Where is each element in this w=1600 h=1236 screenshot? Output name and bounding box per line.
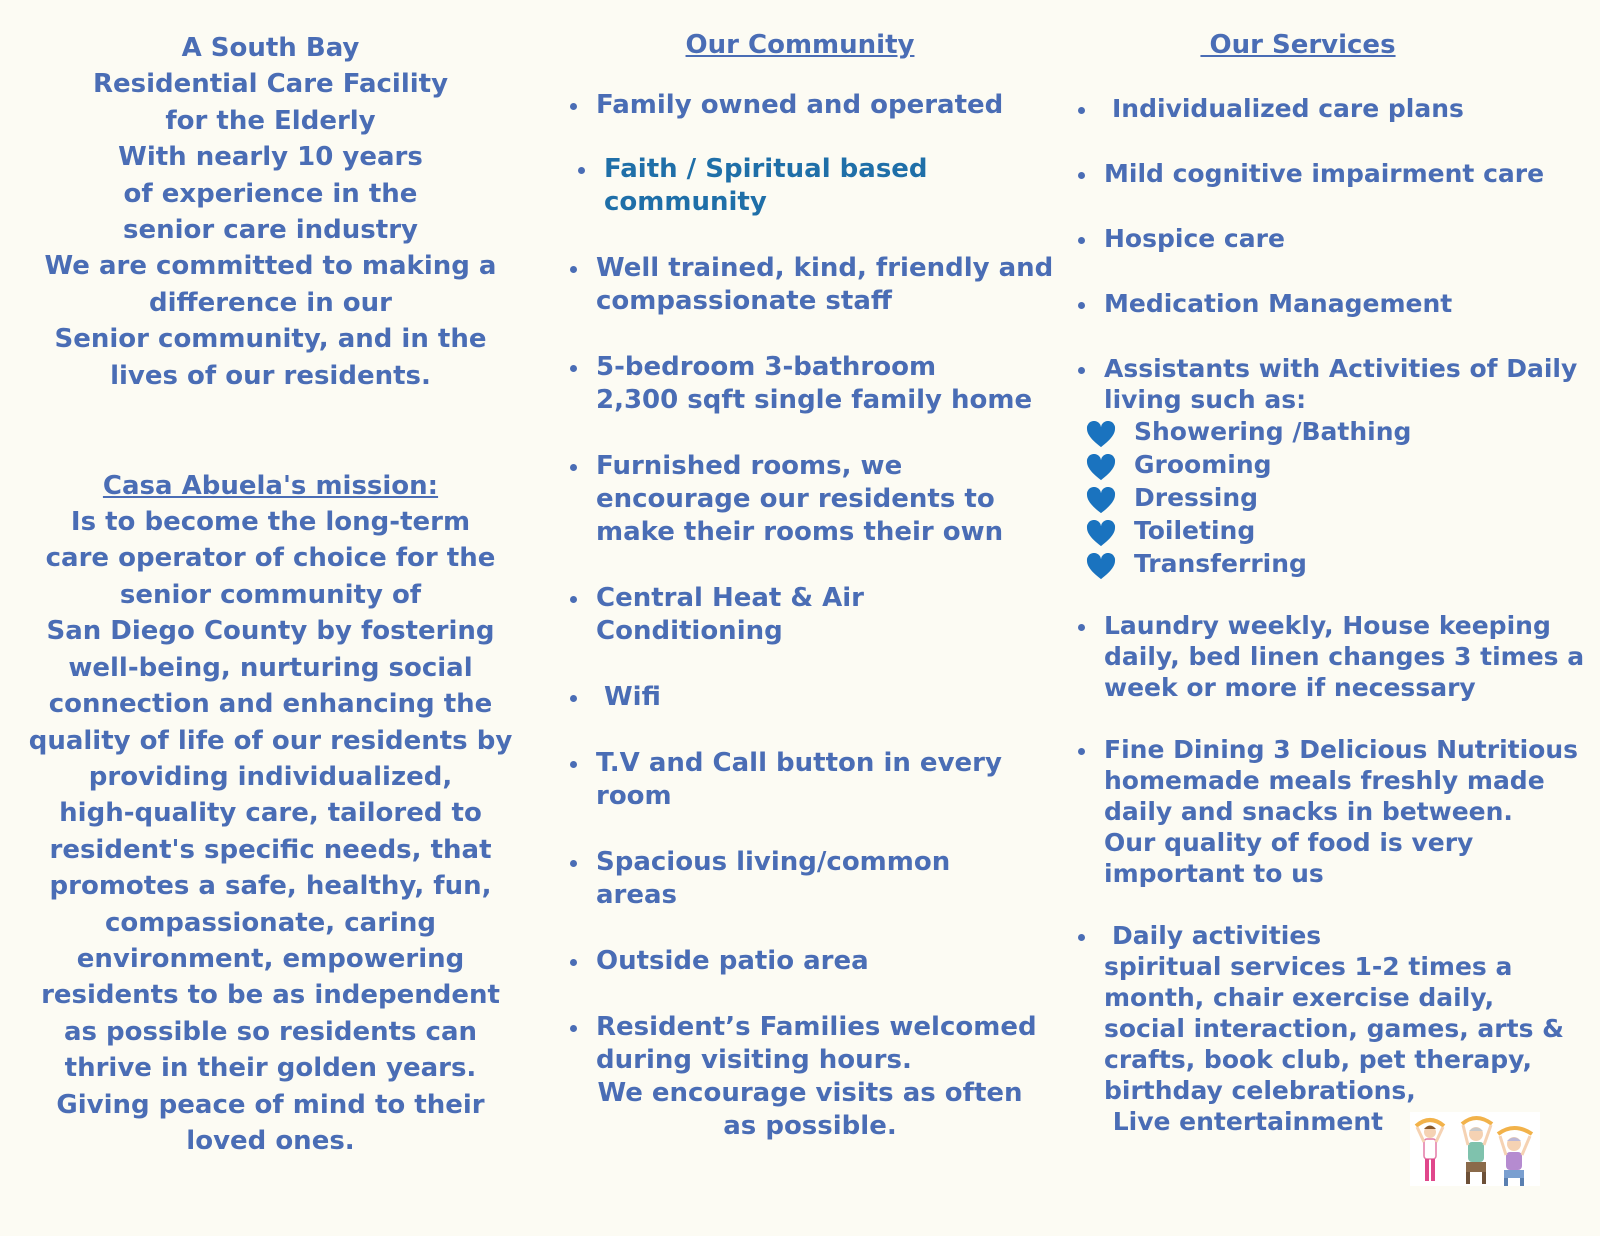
- visits-note: We encourage visits as often as possible.: [597, 1078, 1023, 1141]
- services-list: [1078, 93, 1583, 1137]
- bullet-dot-icon: [578, 167, 585, 174]
- heart-icon: [1086, 520, 1116, 548]
- community-item: Furnished rooms, we encourage our residents to make their rooms their own: [570, 450, 1060, 549]
- intro-line: We are committed to making a: [44, 251, 497, 282]
- service-item: Daily activities spiritual services 1-2 times a month, chair exercise daily, social interaction, games, arts & crafts, book club, pet therapy, birthday celebrations, Live entertainment: [1078, 920, 1583, 1137]
- about-column: [18, 0, 523, 1159]
- community-item: Faith / Spiritual based community: [570, 153, 1060, 219]
- mission-line: care operator of choice for the: [45, 543, 496, 574]
- heart-icon: [1086, 421, 1116, 449]
- services-column: [1078, 0, 1583, 1137]
- mission-line: San Diego County by fostering: [46, 616, 495, 647]
- community-item: 5-bedroom 3-bathroom 2,300 sqft single family home: [570, 351, 1060, 417]
- mission-title: Casa Abuela's mission:: [102, 471, 439, 502]
- community-item: Central Heat & Air Conditioning: [570, 582, 1060, 648]
- service-item: Fine Dining 3 Delicious Nutritious homemade meals freshly made daily and snacks in between. Our quality of food is very important to us: [1078, 734, 1583, 889]
- mission-line: compassionate, caring: [104, 907, 437, 938]
- community-item: Wifi: [570, 681, 1060, 714]
- bullet-dot-icon: [1078, 172, 1085, 179]
- bullet-dot-icon: [1078, 934, 1085, 941]
- daily-living-item: Showering /Bathing: [1078, 415, 1583, 448]
- bullet-dot-icon: [570, 464, 577, 471]
- bullet-dot-icon: [570, 266, 577, 273]
- bullet-dot-icon: [1078, 624, 1085, 631]
- mission-line: thrive in their golden years.: [64, 1053, 477, 1084]
- community-item: Well trained, kind, friendly and compassionate staff: [570, 252, 1060, 318]
- mission-line: loved ones.: [186, 1125, 355, 1156]
- bullet-dot-icon: [570, 596, 577, 603]
- exercising-seniors-illustration: [1410, 1112, 1540, 1186]
- bullet-dot-icon: [1078, 748, 1085, 755]
- service-item: Individualized care plans: [1078, 93, 1583, 124]
- bullet-dot-icon: [570, 695, 577, 702]
- intro-line: difference in our: [149, 287, 392, 318]
- intro-line: of experience in the: [123, 178, 418, 209]
- mission-line: well-being, nurturing social: [68, 652, 473, 683]
- daily-living-list: [1078, 415, 1583, 580]
- community-item: Resident’s Families welcomed during visiting hours.: [570, 1011, 1060, 1077]
- service-item: Medication Management: [1078, 288, 1583, 319]
- services-title: Our Services: [1200, 30, 1396, 60]
- mission-line: Giving peace of mind to their: [56, 1089, 485, 1120]
- daily-living-item: Transferring: [1078, 547, 1583, 580]
- bullet-dot-icon: [570, 761, 577, 768]
- mission-line: quality of life of our residents by: [28, 725, 513, 756]
- daily-living-item: Dressing: [1078, 481, 1583, 514]
- intro-line: Residential Care Facility: [92, 69, 449, 100]
- mission-line: Is to become the long-term: [70, 507, 471, 538]
- daily-living-item: Grooming: [1078, 448, 1583, 481]
- community-list: [570, 89, 1060, 1077]
- bullet-dot-icon: [1078, 302, 1085, 309]
- mission-line: as possible so residents can: [63, 1016, 478, 1047]
- intro-line: senior care industry: [123, 215, 418, 246]
- bullet-dot-icon: [570, 365, 577, 372]
- mission-line: promotes a safe, healthy, fun,: [49, 871, 492, 902]
- heart-icon: [1086, 553, 1116, 581]
- heart-icon: [1086, 454, 1116, 482]
- intro-line: With nearly 10 years: [118, 142, 423, 173]
- intro-line: lives of our residents.: [110, 360, 431, 391]
- community-item: Outside patio area: [570, 945, 1060, 978]
- bullet-dot-icon: [1078, 367, 1085, 374]
- service-item: Laundry weekly, House keeping daily, bed linen changes 3 times a week or more if necessary: [1078, 610, 1583, 703]
- mission-line: resident's specific needs, that: [49, 834, 492, 865]
- bullet-dot-icon: [570, 1025, 577, 1032]
- community-item: T.V and Call button in every room: [570, 747, 1060, 813]
- bullet-dot-icon: [570, 103, 577, 110]
- bullet-dot-icon: [570, 959, 577, 966]
- bullet-dot-icon: [570, 860, 577, 867]
- community-item: Spacious living/common areas: [570, 846, 1060, 912]
- service-item: Hospice care: [1078, 223, 1583, 254]
- daily-living-item: Toileting: [1078, 514, 1583, 547]
- mission-statement: [18, 504, 523, 1159]
- mission-line: residents to be as independent: [41, 980, 500, 1011]
- service-item: Assistants with Activities of Daily living such as: Showering /Bathing Grooming Dressing Toileting Transferring: [1078, 353, 1583, 580]
- intro-line: A South Bay: [181, 33, 360, 63]
- intro-line: for the Elderly: [165, 105, 376, 136]
- bullet-dot-icon: [1078, 107, 1085, 114]
- intro-text: [18, 30, 523, 394]
- bullet-dot-icon: [1078, 237, 1085, 244]
- mission-line: providing individualized,: [88, 761, 453, 792]
- mission-line: connection and enhancing the: [48, 689, 493, 720]
- community-item: Family owned and operated: [570, 89, 1060, 122]
- intro-line: Senior community, and in the: [54, 324, 487, 355]
- service-item: Mild cognitive impairment care: [1078, 158, 1583, 189]
- mission-line: senior community of: [119, 579, 422, 610]
- mission-line: high-quality care, tailored to: [59, 798, 482, 829]
- heart-icon: [1086, 487, 1116, 515]
- community-title: Our Community: [685, 30, 915, 60]
- mission-line: environment, empowering: [76, 943, 465, 974]
- community-column: [570, 0, 1060, 1143]
